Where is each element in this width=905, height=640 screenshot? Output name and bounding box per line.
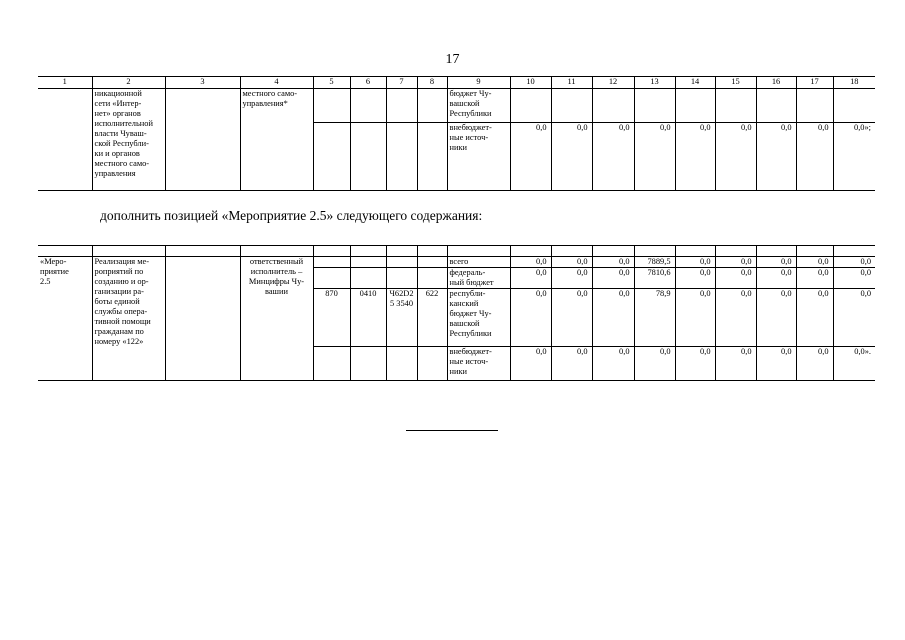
cell-value xyxy=(833,89,875,123)
text-line: внебюджет- xyxy=(449,347,492,356)
cell-funding-source xyxy=(447,268,510,289)
text-line: ответственный xyxy=(249,257,304,266)
cell-funding-source xyxy=(447,257,510,268)
cell-value xyxy=(756,89,796,123)
cell-code: 622 xyxy=(417,289,447,347)
cell-value: 0,0 xyxy=(715,257,756,268)
text-line: никационной xyxy=(94,89,142,98)
text-line: ской Республи- xyxy=(94,139,149,148)
text-line: приятие xyxy=(40,267,69,276)
cell-empty xyxy=(38,246,92,257)
cell-value: 0,0 xyxy=(634,123,675,191)
cell-code: 0410 xyxy=(350,289,386,347)
cell-code xyxy=(417,89,447,123)
cell-value: 0,0»; xyxy=(833,123,875,191)
cell-value: 0,0 xyxy=(796,123,833,191)
cell-empty xyxy=(165,257,240,381)
cell-empty xyxy=(350,246,386,257)
text-line: номеру «122» xyxy=(94,337,144,346)
cell-value: 0,0 xyxy=(833,289,875,347)
cell-value: 7810,6 xyxy=(634,268,675,289)
header-cell: 17 xyxy=(796,77,833,89)
cell-value: 0,0 xyxy=(675,123,715,191)
cell-program-name xyxy=(92,89,165,191)
cell-empty xyxy=(634,246,675,257)
cell-measure-number xyxy=(38,257,92,381)
cell-code xyxy=(350,268,386,289)
cell-value: 0,0 xyxy=(796,289,833,347)
text-line: местного само- xyxy=(242,89,298,98)
cell-value: 0,0 xyxy=(510,268,551,289)
cell-value: 0,0 xyxy=(592,268,634,289)
cell-value: 0,0 xyxy=(510,123,551,191)
cell-code xyxy=(417,268,447,289)
text-line: Республики xyxy=(449,109,492,118)
cell-empty xyxy=(551,246,592,257)
cell-value: 0,0 xyxy=(756,123,796,191)
text-line: ный бюджет xyxy=(449,278,494,287)
cell-empty xyxy=(447,246,510,257)
cell-value: 0,0 xyxy=(675,289,715,347)
cell-value: 0,0 xyxy=(634,347,675,381)
text-line: Реализация ме- xyxy=(94,257,150,266)
cell-value: 0,0 xyxy=(715,289,756,347)
cell-empty xyxy=(38,89,92,191)
cell-value: 0,0 xyxy=(551,123,592,191)
cell-code xyxy=(313,123,350,191)
cell-code xyxy=(313,347,350,381)
cell-empty xyxy=(313,246,350,257)
text-line: созданию и ор- xyxy=(94,277,149,286)
column-number-header xyxy=(38,77,875,89)
header-cell: 9 xyxy=(447,77,510,89)
cell-code xyxy=(417,257,447,268)
cell-value: 0,0 xyxy=(833,257,875,268)
cell-funding-source xyxy=(447,289,510,347)
text-line: нет» органов xyxy=(94,109,141,118)
text-line: Минцифры Чу- xyxy=(248,277,305,286)
cell-code xyxy=(313,268,350,289)
header-cell: 13 xyxy=(634,77,675,89)
text-line: местного само- xyxy=(94,159,150,168)
cell-empty xyxy=(675,246,715,257)
header-cell: 5 xyxy=(313,77,350,89)
cell-code xyxy=(386,347,417,381)
cell-empty xyxy=(756,246,796,257)
cell-empty xyxy=(833,246,875,257)
cell-code xyxy=(386,123,417,191)
cell-code xyxy=(313,257,350,268)
cell-empty xyxy=(796,246,833,257)
cell-empty xyxy=(417,246,447,257)
cell-code xyxy=(313,89,350,123)
text-line: роприятий по xyxy=(94,267,144,276)
table-continuation xyxy=(38,76,875,191)
cell-value: 0,0 xyxy=(675,268,715,289)
cell-code xyxy=(350,89,386,123)
cell-value xyxy=(634,89,675,123)
cell-code xyxy=(350,347,386,381)
cell-code xyxy=(417,347,447,381)
cell-value: 0,0 xyxy=(715,347,756,381)
cell-funding-source xyxy=(447,347,510,381)
table-row xyxy=(38,257,875,268)
cell-value: 0,0 xyxy=(715,123,756,191)
cell-value: 0,0 xyxy=(675,257,715,268)
cell-value xyxy=(715,89,756,123)
text-line: «Меро- xyxy=(40,257,67,266)
cell-value: 0,0 xyxy=(510,289,551,347)
cell-value xyxy=(551,89,592,123)
cell-empty xyxy=(386,246,417,257)
text-line: федераль- xyxy=(449,268,486,277)
text-line: гражданам по xyxy=(94,327,144,336)
cell-value: 0,0 xyxy=(796,257,833,268)
cell-empty xyxy=(715,246,756,257)
cell-value: 0,0 xyxy=(756,289,796,347)
table-row xyxy=(38,246,875,257)
cell-value: 0,0 xyxy=(756,268,796,289)
footer-divider xyxy=(406,430,498,431)
cell-value xyxy=(510,89,551,123)
header-cell: 4 xyxy=(240,77,313,89)
cell-value: 0,0». xyxy=(833,347,875,381)
text-line: службы опера- xyxy=(94,307,148,316)
cell-value: 7889,5 xyxy=(634,257,675,268)
header-cell: 18 xyxy=(833,77,875,89)
text-line: 2.5 xyxy=(40,277,51,286)
text-line: власти Чуваш- xyxy=(94,129,147,138)
cell-value xyxy=(675,89,715,123)
text-line: исполнительной xyxy=(94,119,153,128)
text-line: всего xyxy=(449,257,469,266)
header-cell: 1 xyxy=(38,77,92,89)
cell-value: 0,0 xyxy=(592,257,634,268)
cell-value: 0,0 xyxy=(796,347,833,381)
page-number: 17 xyxy=(445,52,460,67)
header-cell: 14 xyxy=(675,77,715,89)
header-cell: 2 xyxy=(92,77,165,89)
text-line: республи- xyxy=(449,289,486,298)
text-line: тивной помощи xyxy=(94,317,151,326)
text-line: ные источ- xyxy=(449,357,489,366)
header-cell: 8 xyxy=(417,77,447,89)
header-cell: 6 xyxy=(350,77,386,89)
text-line: вашии xyxy=(265,287,288,296)
cell-value xyxy=(592,89,634,123)
text-line: бюджет Чу- xyxy=(449,309,492,318)
header-cell: 7 xyxy=(386,77,417,89)
text-line: боты единой xyxy=(94,297,140,306)
text-line: канский xyxy=(449,299,479,308)
table-row xyxy=(38,89,875,123)
cell-empty xyxy=(510,246,551,257)
header-cell: 12 xyxy=(592,77,634,89)
cell-code xyxy=(350,257,386,268)
cell-empty xyxy=(165,246,240,257)
cell-code xyxy=(386,268,417,289)
cell-value xyxy=(796,89,833,123)
text-line: сети «Интер- xyxy=(94,99,142,108)
text-line: бюджет Чу- xyxy=(449,89,492,98)
text-line: управления* xyxy=(242,99,288,108)
cell-value: 0,0 xyxy=(592,123,634,191)
cell-value: 0,0 xyxy=(510,347,551,381)
cell-measure-name xyxy=(92,257,165,381)
cell-code: 870 xyxy=(313,289,350,347)
cell-funding-source xyxy=(447,123,510,191)
cell-value: 0,0 xyxy=(551,268,592,289)
header-cell: 16 xyxy=(756,77,796,89)
cell-value: 0,0 xyxy=(510,257,551,268)
text-line: ные источ- xyxy=(449,133,489,142)
table-measure-2-5 xyxy=(38,245,875,381)
text-line: ники xyxy=(449,367,468,376)
text-line: вашской xyxy=(449,319,480,328)
cell-value: 0,0 xyxy=(675,347,715,381)
cell-value: 0,0 xyxy=(551,289,592,347)
cell-code xyxy=(386,257,417,268)
cell-code xyxy=(386,89,417,123)
text-line: ники xyxy=(449,143,468,152)
text-line: Республики xyxy=(449,329,492,338)
cell-funding-source xyxy=(447,89,510,123)
cell-value: 0,0 xyxy=(756,257,796,268)
text-line: ки и органов xyxy=(94,149,140,158)
cell-value: 0,0 xyxy=(715,268,756,289)
cell-empty xyxy=(165,89,240,191)
amendment-sentence: дополнить позицией «Мероприятие 2.5» следующего содержания: xyxy=(100,208,483,223)
cell-code: Ч62D25 3540 xyxy=(386,289,417,347)
header-cell: 3 xyxy=(165,77,240,89)
header-cell: 11 xyxy=(551,77,592,89)
text-line: вашской xyxy=(449,99,480,108)
cell-code xyxy=(350,123,386,191)
text-line: внебюджет- xyxy=(449,123,492,132)
cell-value: 0,0 xyxy=(551,257,592,268)
text-line: исполнитель – xyxy=(250,267,303,276)
cell-value: 0,0 xyxy=(592,347,634,381)
cell-executor xyxy=(240,89,313,191)
cell-value: 0,0 xyxy=(796,268,833,289)
cell-executor xyxy=(240,257,313,381)
header-cell: 15 xyxy=(715,77,756,89)
cell-value: 0,0 xyxy=(756,347,796,381)
cell-empty xyxy=(592,246,634,257)
cell-empty xyxy=(92,246,165,257)
text-line: управления xyxy=(94,169,136,178)
cell-code xyxy=(417,123,447,191)
cell-empty xyxy=(240,246,313,257)
header-cell: 10 xyxy=(510,77,551,89)
cell-value: 0,0 xyxy=(592,289,634,347)
cell-value: 0,0 xyxy=(833,268,875,289)
cell-value: 78,9 xyxy=(634,289,675,347)
text-line: ганизации ра- xyxy=(94,287,144,296)
cell-value: 0,0 xyxy=(551,347,592,381)
